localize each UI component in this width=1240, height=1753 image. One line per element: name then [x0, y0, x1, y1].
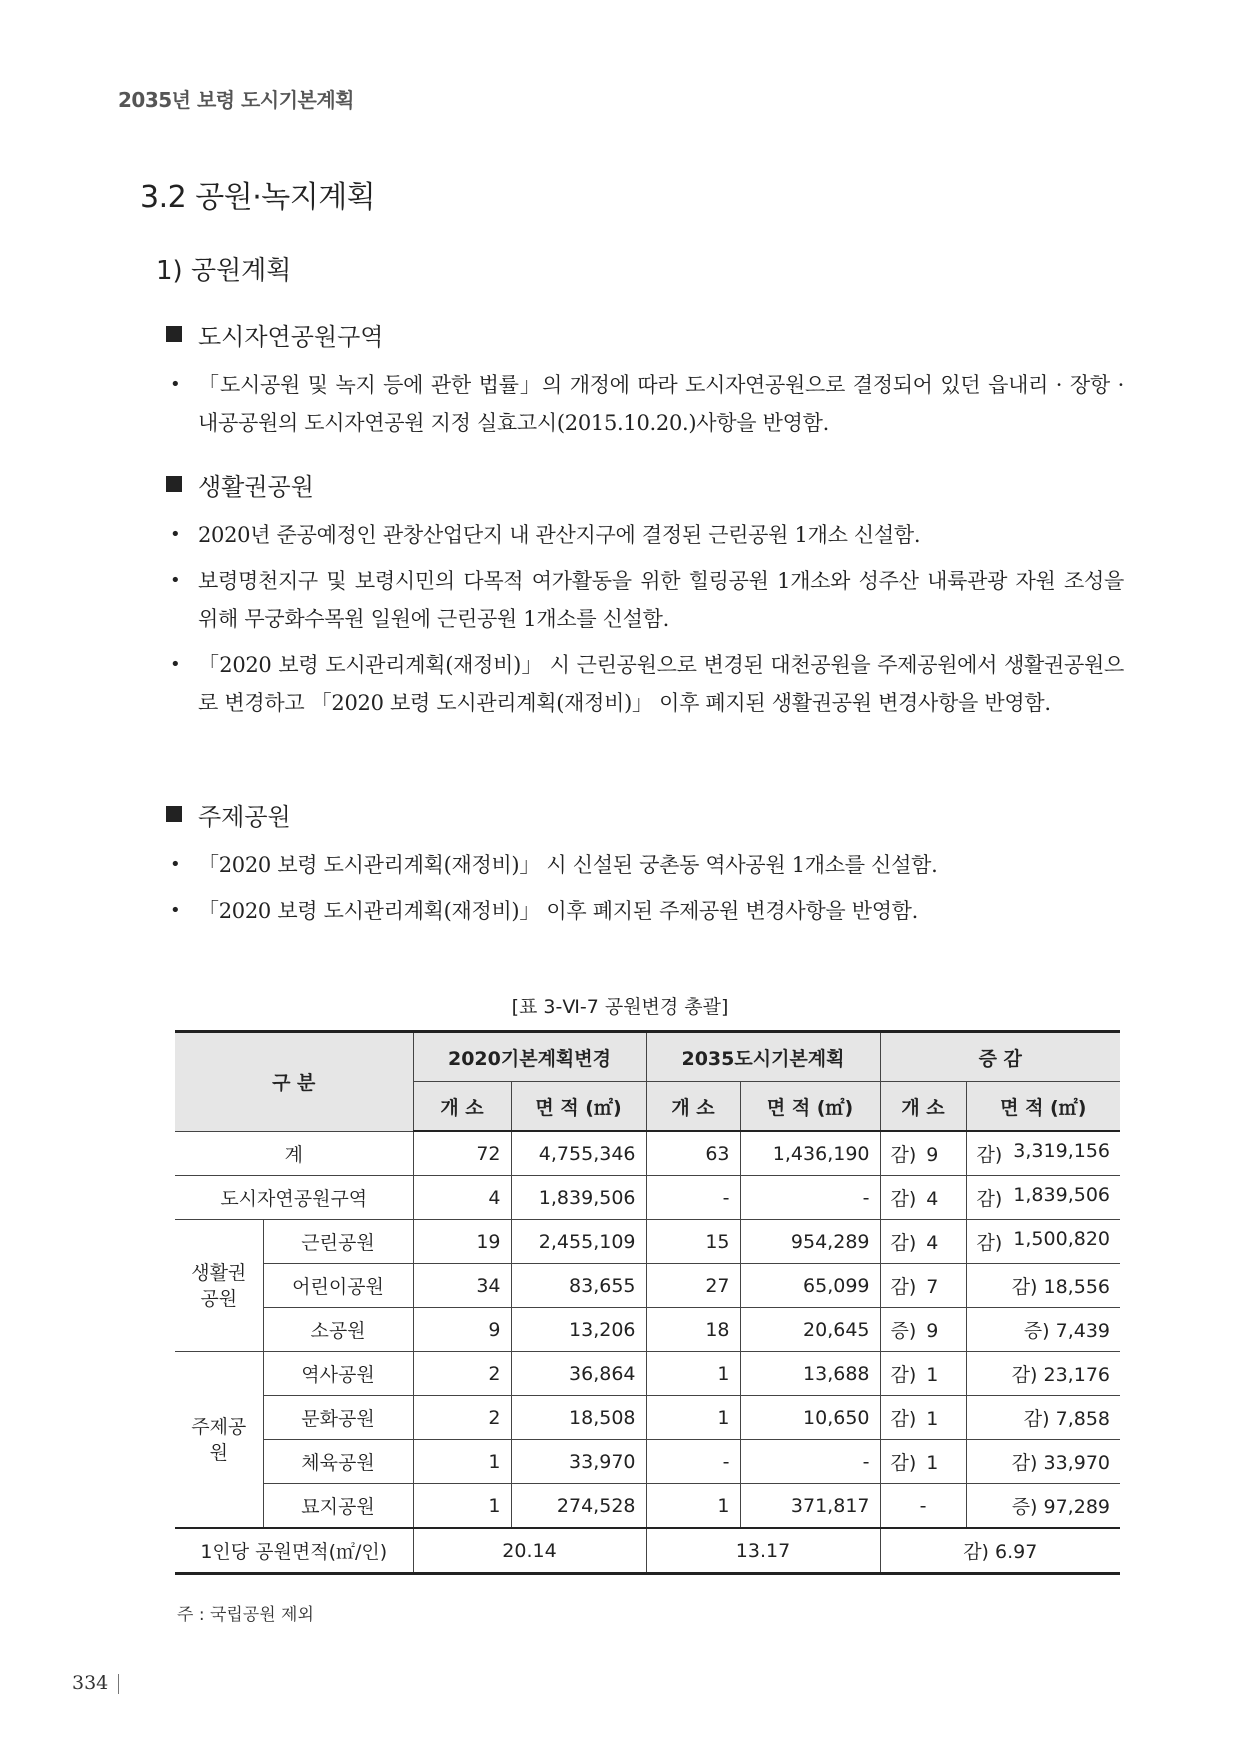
heading-text: 도시자연공원구역 — [198, 322, 384, 351]
header-area: 면 적 (㎡) — [740, 1082, 880, 1132]
paragraph: • 2020년 준공예정인 관창산업단지 내 관산지구에 결정된 근린공원 1개소 신설함. — [164, 516, 1124, 554]
change-value: 4 — [926, 1188, 939, 1210]
table-row-history — [175, 1352, 1120, 1396]
page-number-text: 334 — [72, 1672, 109, 1694]
row-label: 역사공원 — [263, 1352, 413, 1396]
paragraph: • 「2020 보령 도시관리계획(재정비)」 시 근린공원으로 변경된 대천공원을 주제공원에서 생활권공원으로 변경하고 「2020 보령 도시관리계획(재정비)」 이후 폐지된 생활권공원 변경사항을 반영함. — [164, 646, 1124, 722]
cell — [880, 1220, 966, 1264]
cell: 1,839,506 — [511, 1176, 646, 1220]
change-value: 9 — [926, 1320, 939, 1342]
cell: 감) 7,858 — [966, 1396, 1120, 1440]
group-label: 생활권 공원 — [175, 1220, 263, 1352]
group-label: 주제공 원 — [175, 1352, 263, 1529]
cell: 18,508 — [511, 1396, 646, 1440]
change-prefix: 감) — [890, 1188, 917, 1210]
cell: 34 — [413, 1264, 511, 1308]
table-caption: [표 3-Ⅵ-7 공원변경 총괄] — [511, 996, 729, 1018]
heading-text: 생활권공원 — [198, 472, 314, 501]
table-row-total — [175, 1131, 1120, 1176]
row-label: 계 — [175, 1131, 413, 1176]
page-number — [72, 1672, 119, 1694]
living-park-heading — [164, 466, 1124, 502]
row-label: 묘지공원 — [263, 1484, 413, 1529]
row-label: 어린이공원 — [263, 1264, 413, 1308]
cell: 36,864 — [511, 1352, 646, 1396]
cell: 63 — [646, 1131, 740, 1176]
table-note: 주 : 국립공원 제외 — [177, 1605, 314, 1625]
cell: 1 — [646, 1352, 740, 1396]
cell — [880, 1396, 966, 1440]
cell: 2 — [413, 1352, 511, 1396]
cell: 65,099 — [740, 1264, 880, 1308]
table-row-per-capita — [175, 1528, 1120, 1574]
header-area: 면 적 (㎡) — [511, 1082, 646, 1132]
change-value: 1 — [926, 1408, 939, 1430]
change-prefix: 감) — [890, 1276, 917, 1298]
change-prefix: 증) — [890, 1320, 917, 1342]
change-value: 3,319,156 — [1013, 1140, 1110, 1162]
square-bullet-icon — [166, 806, 182, 822]
cell — [880, 1131, 966, 1176]
cell: 1 — [646, 1396, 740, 1440]
cell: 20.14 — [413, 1528, 646, 1574]
change-value: 7 — [926, 1276, 939, 1298]
cell: 4 — [413, 1176, 511, 1220]
cell: 15 — [646, 1220, 740, 1264]
header-category: 구 분 — [175, 1032, 413, 1132]
header-2020-plan: 2020기본계획변경 — [413, 1032, 646, 1082]
cell: 27 — [646, 1264, 740, 1308]
cell: 감) 18,556 — [966, 1264, 1120, 1308]
cell: 4,755,346 — [511, 1131, 646, 1176]
cell: - — [646, 1440, 740, 1484]
row-label: 근린공원 — [263, 1220, 413, 1264]
change-value: 1 — [926, 1452, 939, 1474]
change-prefix: 감) — [976, 1188, 1003, 1210]
natural-park-section — [164, 316, 1124, 442]
park-change-table — [175, 1030, 1120, 1575]
cell: 18 — [646, 1308, 740, 1352]
cell: 감) 6.97 — [880, 1528, 1120, 1574]
cell: - — [740, 1440, 880, 1484]
table-row-small — [175, 1308, 1120, 1352]
cell: 13.17 — [646, 1528, 880, 1574]
cell: 1,436,190 — [740, 1131, 880, 1176]
header-count: 개 소 — [646, 1082, 740, 1132]
cell: 954,289 — [740, 1220, 880, 1264]
cell: 371,817 — [740, 1484, 880, 1529]
natural-park-heading — [164, 316, 1124, 352]
cell: 13,206 — [511, 1308, 646, 1352]
cell: 2,455,109 — [511, 1220, 646, 1264]
header-area: 면 적 (㎡) — [966, 1082, 1120, 1132]
change-value: 4 — [926, 1232, 939, 1254]
cell: 83,655 — [511, 1264, 646, 1308]
theme-park-heading — [164, 796, 1124, 832]
section-title: 3.2 공원·녹지계획 — [140, 180, 376, 215]
cell — [880, 1176, 966, 1220]
cell: 감) 23,176 — [966, 1352, 1120, 1396]
change-prefix: 감) — [890, 1364, 917, 1386]
paragraph: • 「도시공원 및 녹지 등에 관한 법률」의 개정에 따라 도시자연공원으로 결정되어 있던 읍내리 · 장항 · 내공공원의 도시자연공원 지정 실효고시(2015.10.20.)사항을 반영함. — [164, 366, 1124, 442]
cell: 33,970 — [511, 1440, 646, 1484]
cell: 9 — [413, 1308, 511, 1352]
header-count: 개 소 — [413, 1082, 511, 1132]
change-prefix: 감) — [976, 1232, 1003, 1254]
row-label: 체육공원 — [263, 1440, 413, 1484]
cell: 1 — [646, 1484, 740, 1529]
cell: 72 — [413, 1131, 511, 1176]
change-value: 1 — [926, 1364, 939, 1386]
paragraph: • 보령명천지구 및 보령시민의 다목적 여가활동을 위한 힐링공원 1개소와 성주산 내륙관광 자원 조성을 위해 무궁화수목원 일원에 근린공원 1개소를 신설함. — [164, 562, 1124, 638]
table-row-children — [175, 1264, 1120, 1308]
row-label: 소공원 — [263, 1308, 413, 1352]
cell: 증) 97,289 — [966, 1484, 1120, 1529]
row-label: 문화공원 — [263, 1396, 413, 1440]
square-bullet-icon — [166, 326, 182, 342]
table-row-natural — [175, 1176, 1120, 1220]
cell: 감) 33,970 — [966, 1440, 1120, 1484]
cell — [966, 1220, 1120, 1264]
living-park-section — [164, 466, 1124, 722]
header-count: 개 소 — [880, 1082, 966, 1132]
change-value: 1,839,506 — [1013, 1184, 1110, 1206]
cell: 2 — [413, 1396, 511, 1440]
table-row-sports — [175, 1440, 1120, 1484]
change-prefix: 감) — [890, 1452, 917, 1474]
change-prefix: 감) — [890, 1232, 917, 1254]
table-row-neighborhood — [175, 1220, 1120, 1264]
table-row-cemetery — [175, 1484, 1120, 1529]
change-value: 1,500,820 — [1013, 1228, 1110, 1250]
paragraph: • 「2020 보령 도시관리계획(재정비)」 이후 폐지된 주제공원 변경사항을 반영함. — [164, 892, 1124, 930]
header-change: 증 감 — [880, 1032, 1120, 1082]
change-value: 9 — [926, 1144, 939, 1166]
heading-text: 주제공원 — [198, 802, 291, 831]
cell: 274,528 — [511, 1484, 646, 1529]
cell: - — [740, 1176, 880, 1220]
square-bullet-icon — [166, 476, 182, 492]
cell — [880, 1352, 966, 1396]
cell — [966, 1176, 1120, 1220]
header-2035-plan: 2035도시기본계획 — [646, 1032, 880, 1082]
cell — [880, 1308, 966, 1352]
cell: 1 — [413, 1484, 511, 1529]
cell: - — [880, 1484, 966, 1529]
change-prefix: 감) — [976, 1144, 1003, 1166]
cell — [966, 1131, 1120, 1176]
subsection-title: 1) 공원계획 — [156, 256, 292, 286]
table-row-culture — [175, 1396, 1120, 1440]
cell: 증) 7,439 — [966, 1308, 1120, 1352]
divider — [118, 1674, 119, 1694]
theme-park-section — [164, 796, 1124, 930]
paragraph: • 「2020 보령 도시관리계획(재정비)」 시 신설된 궁촌동 역사공원 1개소를 신설함. — [164, 846, 1124, 884]
cell — [880, 1264, 966, 1308]
change-prefix: 감) — [890, 1408, 917, 1430]
change-prefix: 감) — [890, 1144, 917, 1166]
cell: 19 — [413, 1220, 511, 1264]
cell: 13,688 — [740, 1352, 880, 1396]
cell: 10,650 — [740, 1396, 880, 1440]
cell: 20,645 — [740, 1308, 880, 1352]
row-label: 도시자연공원구역 — [175, 1176, 413, 1220]
running-header: 2035년 보령 도시기본계획 — [118, 88, 354, 112]
row-label: 1인당 공원면적(㎡/인) — [175, 1528, 413, 1574]
cell: - — [646, 1176, 740, 1220]
cell: 1 — [413, 1440, 511, 1484]
cell — [880, 1440, 966, 1484]
